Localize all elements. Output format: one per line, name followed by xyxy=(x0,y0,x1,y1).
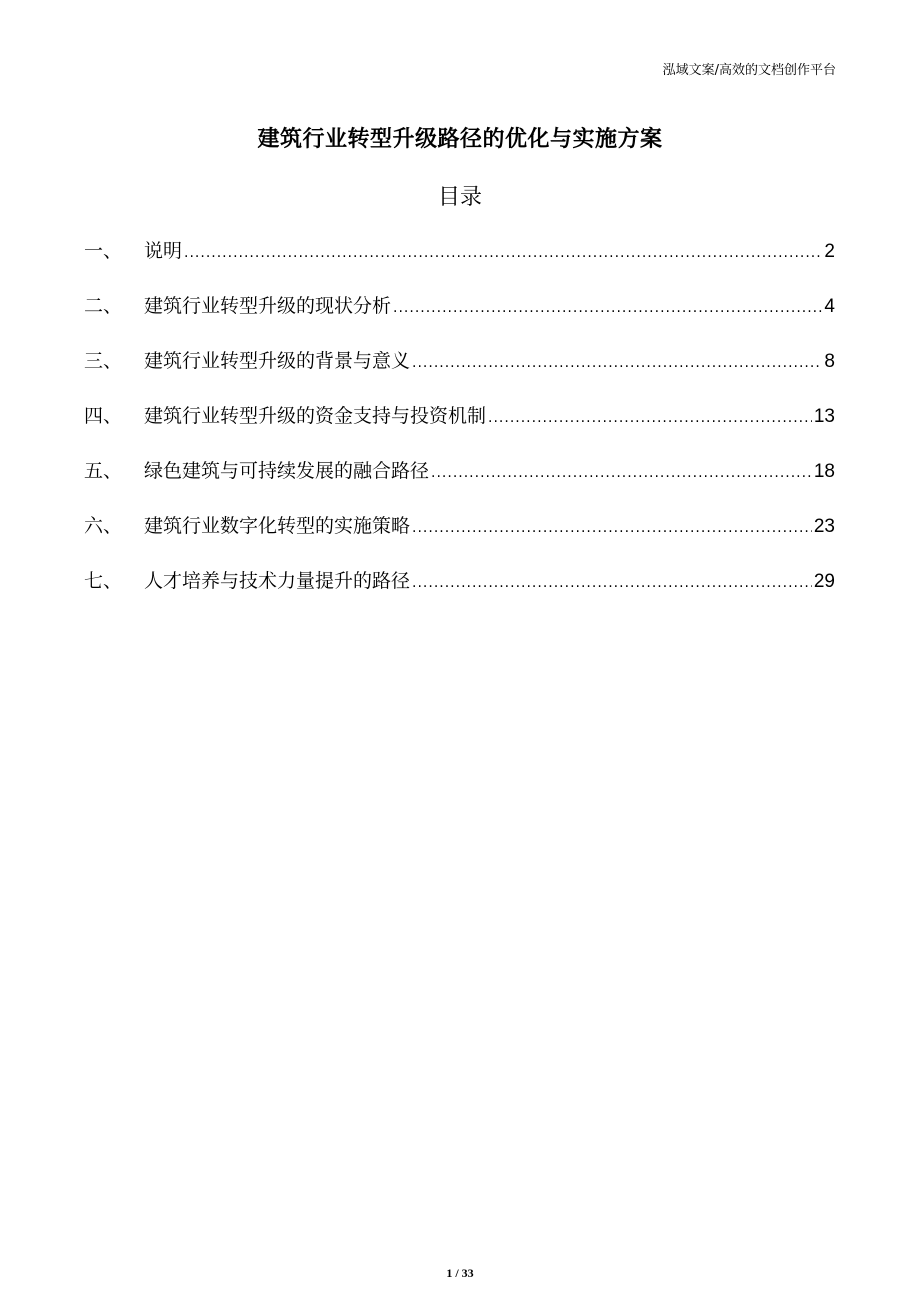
toc-entry[interactable] xyxy=(84,292,835,347)
toc-entry-number: 七、 xyxy=(84,570,123,592)
toc-entry-title: 绿色建筑与可持续发展的融合路径 xyxy=(144,460,430,482)
toc-entry-title: 建筑行业数字化转型的实施策略 xyxy=(144,515,411,537)
toc-entry-title: 说明 xyxy=(144,240,183,262)
toc-dot-leader xyxy=(488,404,812,432)
toc-entry-page: 8 xyxy=(824,351,835,372)
toc-entry-number: 一、 xyxy=(84,240,123,262)
toc-entry[interactable] xyxy=(84,567,835,622)
toc-entry-page: 2 xyxy=(824,241,835,262)
toc-dot-leader xyxy=(184,239,822,267)
toc-entry-page: 18 xyxy=(813,461,835,482)
toc-dot-leader xyxy=(412,569,812,597)
toc-entry[interactable] xyxy=(84,457,835,512)
toc-entry-title: 建筑行业转型升级的现状分析 xyxy=(144,295,392,317)
toc-dot-leader xyxy=(412,349,822,377)
toc-entry-page: 4 xyxy=(824,296,835,317)
toc-entry[interactable] xyxy=(84,402,835,457)
toc-entry[interactable] xyxy=(84,512,835,567)
toc-entry-number: 六、 xyxy=(84,515,123,537)
document-title: 建筑行业转型升级路径的优化与实施方案 xyxy=(257,127,663,152)
page-number-footer: 1 / 33 xyxy=(446,1266,474,1280)
toc-entry-page: 29 xyxy=(813,571,835,592)
toc-entry-number: 五、 xyxy=(84,460,123,482)
toc-entry[interactable] xyxy=(84,237,835,292)
toc-entry[interactable] xyxy=(84,347,835,402)
toc-entry-title: 建筑行业转型升级的背景与意义 xyxy=(144,350,411,372)
toc-entry-number: 四、 xyxy=(84,405,123,427)
toc-entry-page: 13 xyxy=(813,406,835,427)
toc-dot-leader xyxy=(412,514,812,542)
toc-entry-title: 建筑行业转型升级的资金支持与投资机制 xyxy=(144,405,487,427)
toc-dot-leader xyxy=(431,459,812,487)
toc-entry-page: 23 xyxy=(813,516,835,537)
toc-entry-title: 人才培养与技术力量提升的路径 xyxy=(144,570,411,592)
table-of-contents xyxy=(84,237,835,622)
toc-entry-number: 二、 xyxy=(84,295,123,317)
toc-dot-leader xyxy=(393,294,822,322)
toc-entry-number: 三、 xyxy=(84,350,123,372)
toc-heading: 目录 xyxy=(437,185,482,210)
header-brand-note: 泓域文案/高效的文档创作平台 xyxy=(662,63,836,78)
